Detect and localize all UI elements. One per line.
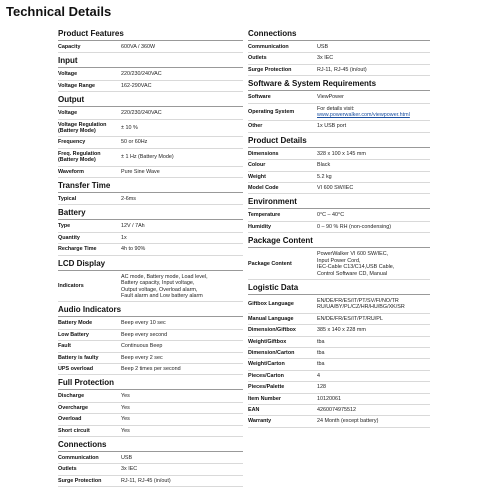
spec-value (317, 249, 430, 279)
spec-value-text: 385 x 140 x 228 mm (317, 327, 366, 334)
spec-value-text: 24 Month (except battery) (317, 418, 379, 425)
spec-table-input (58, 69, 243, 92)
spec-key: Weight (248, 171, 317, 182)
section-heading-connections: Connections (248, 28, 430, 41)
spec-row (58, 119, 243, 137)
spec-value-text: tba (317, 349, 325, 356)
spec-key: Item Number (248, 393, 317, 404)
spec-key: Frequency (58, 137, 121, 148)
spec-key: Capacity (58, 42, 121, 53)
section-heading-product-details: Product Details (248, 135, 430, 148)
spec-key: Voltage Range (58, 80, 121, 91)
spec-row (248, 382, 430, 393)
spec-value-text: PowerWalker VI 600 SW/IEC, Input Power Cord, IEC-Cable C13/C14,USB Cable, Control Software CD, Manual (317, 251, 395, 277)
spec-row (248, 359, 430, 370)
spec-key: Manual Language (248, 313, 317, 324)
spec-table-lcd-display (58, 272, 243, 303)
spec-value (121, 232, 243, 243)
spec-key: Outlets (58, 464, 121, 475)
spec-value (121, 352, 243, 363)
spec-value (317, 336, 430, 347)
spec-key: Communication (248, 42, 317, 53)
spec-table-connections (58, 453, 243, 487)
spec-row (248, 92, 430, 103)
spec-key: Giftbox Language (248, 296, 317, 313)
spec-row (58, 272, 243, 302)
spec-row (58, 221, 243, 232)
spec-value-text: 328 x 100 x 145 mm (317, 150, 366, 157)
spec-value-text: ± 10 % (121, 124, 138, 131)
spec-key: Short circuit (58, 425, 121, 436)
spec-value-text: 220/230/240VAC (121, 110, 162, 117)
spec-row (248, 370, 430, 381)
spec-row (248, 404, 430, 415)
spec-value-text: 5.2 kg (317, 173, 332, 180)
spec-row (58, 244, 243, 255)
spec-value-text: 10120061 (317, 395, 341, 402)
spec-key: Low Battery (58, 329, 121, 340)
spec-value (121, 464, 243, 475)
spec-value (317, 210, 430, 221)
spec-row (58, 352, 243, 363)
spec-key: Pieces/Palette (248, 382, 317, 393)
spec-key: Weight/Giftbox (248, 336, 317, 347)
spec-value (121, 119, 243, 137)
spec-key: EAN (248, 404, 317, 415)
section-heading-full-protection: Full Protection (58, 377, 243, 390)
section-heading-package-content: Package Content (248, 235, 430, 248)
spec-row (58, 329, 243, 340)
spec-key: Recharge Time (58, 244, 121, 255)
spec-key: Outlets (248, 53, 317, 64)
spec-value-text: Yes (121, 404, 130, 411)
spec-value (317, 416, 430, 427)
spec-value (121, 363, 243, 374)
spec-table-product-details (248, 149, 430, 195)
spec-row (248, 64, 430, 75)
spec-key: Quantity (58, 232, 121, 243)
spec-row (58, 453, 243, 464)
spec-value (121, 194, 243, 205)
spec-row (58, 414, 243, 425)
spec-key: Fault (58, 341, 121, 352)
spec-row (248, 149, 430, 160)
spec-key: Software (248, 92, 317, 103)
spec-value-text: 0°C – 40°C (317, 212, 345, 219)
spec-row (248, 103, 430, 121)
spec-value-text: Black (317, 162, 331, 169)
spec-value (317, 160, 430, 171)
spec-key: Dimension/Carton (248, 347, 317, 358)
spec-key: Dimensions (248, 149, 317, 160)
section-heading-input: Input (58, 55, 243, 68)
spec-row (248, 221, 430, 232)
spec-table-transfer-time (58, 194, 243, 205)
spec-key: Colour (248, 160, 317, 171)
spec-value-text: tba (317, 361, 325, 368)
spec-value (317, 296, 430, 313)
spec-row (58, 232, 243, 243)
spec-value-text: Beep every second (121, 331, 168, 338)
spec-row (58, 80, 243, 91)
section-heading-product-features: Product Features (58, 28, 243, 41)
spec-value-text: Beep every 10 sec (121, 320, 166, 327)
spec-row (58, 363, 243, 374)
spec-row (248, 393, 430, 404)
spec-value-text: VI 600 SW/IEC (317, 185, 354, 192)
spec-value (317, 347, 430, 358)
spec-value-text: 4 (317, 372, 320, 379)
spec-table-package-content (248, 249, 430, 280)
spec-key: Overload (58, 414, 121, 425)
spec-row (58, 391, 243, 402)
spec-value (317, 404, 430, 415)
spec-value (121, 221, 243, 232)
spec-table-logistic-data (248, 296, 430, 428)
spec-table-output (58, 108, 243, 178)
spec-value (121, 80, 243, 91)
spec-key: Temperature (248, 210, 317, 221)
spec-value (121, 341, 243, 352)
spec-key: Typical (58, 194, 121, 205)
spec-key: Indicators (58, 272, 121, 302)
spec-table-software-system-requirements (248, 92, 430, 133)
spec-value-text: RJ-11, RJ-45 (in/out) (317, 66, 367, 73)
spec-key: Communication (58, 453, 121, 464)
spec-value (317, 183, 430, 194)
spec-value (317, 382, 430, 393)
spec-value-text: Continuous Beep (121, 343, 163, 350)
spec-value-text: RJ-11, RJ-45 (in/out) (121, 477, 171, 484)
section-heading-software-system-requirements: Software & System Requirements (248, 78, 430, 91)
spec-table-battery (58, 221, 243, 255)
spec-row (248, 42, 430, 53)
spec-value-text: 3x IEC (317, 55, 334, 62)
spec-value-text: USB (121, 454, 133, 461)
spec-value-text: Yes (121, 393, 130, 400)
spec-value-text: 220/230/240VAC (121, 71, 162, 78)
spec-row (58, 402, 243, 413)
spec-value-text: 3x IEC (121, 466, 138, 473)
spec-key: Model Code (248, 183, 317, 194)
spec-key: Type (58, 221, 121, 232)
spec-table-environment (248, 210, 430, 233)
spec-value-text: 0 – 90 % RH (non-condensing) (317, 223, 392, 230)
spec-value (121, 272, 243, 302)
spec-key: Battery is faulty (58, 352, 121, 363)
spec-value-text: For details visit: (317, 105, 355, 112)
spec-key: Dimension/Giftbox (248, 325, 317, 336)
spec-value (121, 402, 243, 413)
spec-value-text: 600VA / 360W (121, 44, 156, 50)
spec-value (121, 244, 243, 255)
spec-value (317, 221, 430, 232)
section-heading-output: Output (58, 94, 243, 107)
spec-key: Voltage (58, 69, 121, 80)
spec-value-text: AC mode, Battery mode, Load level, Battery capacity, Input voltage, Output voltage, Overload alarm, Fault alarm and Low battery alarm (121, 273, 208, 299)
spec-value (121, 318, 243, 329)
section-heading-battery: Battery (58, 207, 243, 220)
spec-row (58, 194, 243, 205)
spec-value (317, 53, 430, 64)
spec-row (248, 53, 430, 64)
section-heading-lcd-display: LCD Display (58, 258, 243, 271)
spec-value-text: USB (317, 44, 329, 50)
spec-value (317, 370, 430, 381)
spec-row (58, 341, 243, 352)
spec-key: Surge Protection (58, 475, 121, 486)
spec-key: Voltage (58, 108, 121, 119)
spec-row (58, 166, 243, 177)
spec-row (248, 416, 430, 427)
spec-key: UPS overload (58, 363, 121, 374)
spec-value (121, 475, 243, 486)
spec-row (58, 318, 243, 329)
spec-key: Freq. Regulation (Battery Mode) (58, 148, 121, 166)
spec-value (317, 149, 430, 160)
spec-value-text: 4h to 90% (121, 246, 146, 253)
spec-value (317, 42, 430, 53)
spec-value-text: 128 (317, 384, 326, 391)
spec-value-text: 162-290VAC (121, 82, 152, 89)
spec-value-text: EN/DE/FR/ES/IT/PT/SV/FI/NO/TR RU/UA/BY/PL/CZ/HR/HU/BG/XK/SR (317, 297, 405, 311)
spec-value (317, 64, 430, 75)
spec-key: Battery Mode (58, 318, 121, 329)
spec-value (121, 414, 243, 425)
spec-row (248, 160, 430, 171)
spec-key: Voltage Regulation (Battery Mode) (58, 119, 121, 137)
spec-key: Operating System (248, 103, 317, 121)
spec-value-text: 2-6ms (121, 196, 136, 203)
spec-value-text: Yes (121, 416, 130, 423)
spec-row (58, 425, 243, 436)
spec-value (121, 108, 243, 119)
spec-key: Overcharge (58, 402, 121, 413)
spec-value (317, 313, 430, 324)
spec-row (248, 336, 430, 347)
spec-value-text: Beep every 2 sec (121, 354, 163, 361)
spec-row (248, 325, 430, 336)
spec-row (248, 296, 430, 313)
spec-row (58, 42, 243, 53)
spec-row (248, 210, 430, 221)
page-title: Technical Details (6, 4, 112, 19)
spec-table-audio-indicators (58, 318, 243, 375)
spec-value-text: 1x (121, 234, 127, 241)
spec-value (317, 171, 430, 182)
spec-value (121, 166, 243, 177)
spec-value-text: 12V / 7Ah (121, 223, 145, 230)
spec-value-text: ± 1 Hz (Battery Mode) (121, 154, 174, 161)
spec-value-text: Beep 2 times per second (121, 365, 181, 372)
viewpower-link[interactable]: www.powerwalker.com/viewpower.html (317, 112, 410, 119)
spec-value-text: 1x USB port (317, 123, 347, 130)
spec-row (248, 183, 430, 194)
spec-table-connections (248, 42, 430, 76)
section-heading-audio-indicators: Audio Indicators (58, 304, 243, 317)
spec-value (121, 69, 243, 80)
section-heading-connections: Connections (58, 439, 243, 452)
spec-value-text: tba (317, 338, 325, 345)
spec-value (317, 359, 430, 370)
spec-value (121, 391, 243, 402)
spec-row (248, 249, 430, 279)
spec-key: Weight/Carton (248, 359, 317, 370)
spec-value (121, 42, 243, 53)
spec-value-text: 50 or 60Hz (121, 139, 148, 146)
spec-table-product-features (58, 42, 243, 53)
spec-key: Pieces/Carton (248, 370, 317, 381)
spec-row (248, 347, 430, 358)
section-heading-environment: Environment (248, 196, 430, 209)
spec-row (58, 69, 243, 80)
left-column (58, 28, 243, 487)
spec-row (58, 148, 243, 166)
section-heading-logistic-data: Logistic Data (248, 282, 430, 295)
section-heading-transfer-time: Transfer Time (58, 180, 243, 193)
spec-key: Other (248, 121, 317, 132)
spec-key: Package Content (248, 249, 317, 279)
spec-row (248, 171, 430, 182)
spec-row (58, 137, 243, 148)
spec-value (317, 121, 430, 132)
spec-value-text: Pure Sine Wave (121, 168, 160, 175)
spec-value (121, 453, 243, 464)
spec-key: Warranty (248, 416, 317, 427)
spec-value-text: 4260074975512 (317, 406, 356, 413)
spec-table-full-protection (58, 391, 243, 437)
spec-key: Waveform (58, 166, 121, 177)
spec-row (248, 121, 430, 132)
spec-value (317, 325, 430, 336)
spec-key: Discharge (58, 391, 121, 402)
spec-value (317, 103, 430, 121)
right-column (248, 28, 430, 428)
spec-value (121, 148, 243, 166)
spec-row (58, 464, 243, 475)
spec-key: Humidity (248, 221, 317, 232)
spec-value (121, 137, 243, 148)
spec-row (58, 108, 243, 119)
spec-row (248, 313, 430, 324)
spec-row (58, 475, 243, 486)
spec-value (121, 425, 243, 436)
spec-value-text: EN/DE/FR/ES/IT/PT/RU/PL (317, 315, 383, 322)
spec-key: Surge Protection (248, 64, 317, 75)
spec-value-text: Yes (121, 427, 130, 434)
spec-value (317, 393, 430, 404)
spec-value (317, 92, 430, 103)
spec-value (121, 329, 243, 340)
spec-value-text: ViewPower (317, 94, 344, 101)
